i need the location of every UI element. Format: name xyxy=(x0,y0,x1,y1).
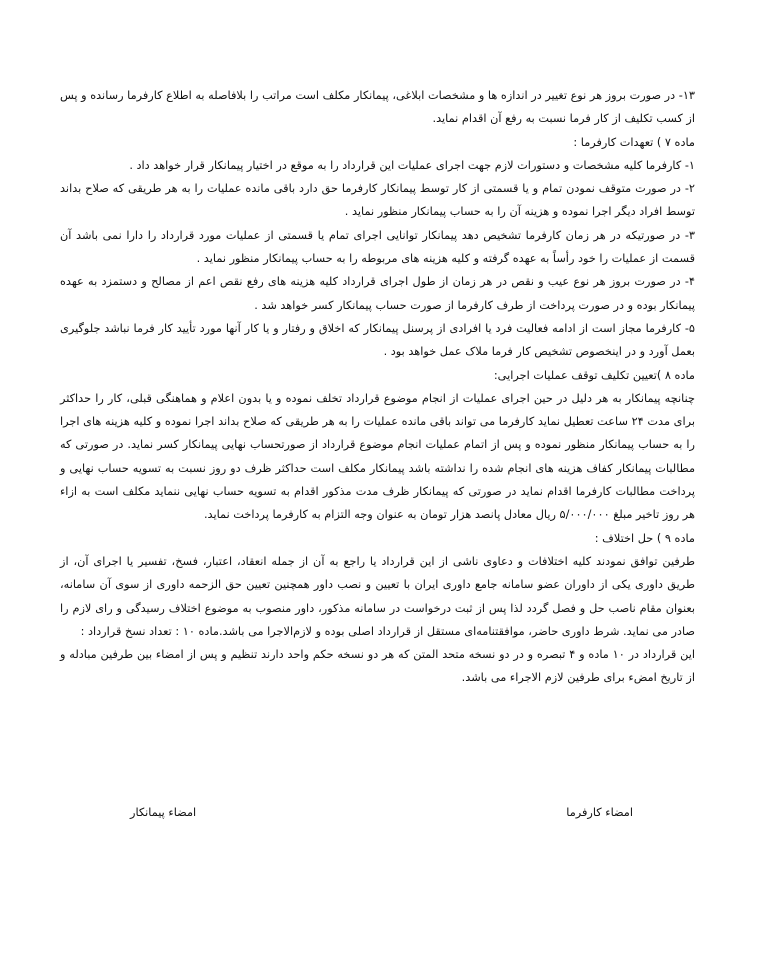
article8-body: چنانچه پیمانکار به هر دلیل در حین اجرای عملیات از انجام موضوع قرارداد تخلف نموده و یا بدون اعلام و هماهنگی قبلی، کار را حداکثر برای مدت ۲۴ ساعت تعطیل نماید کارفرما می تواند باقی مانده عملیات را به هر طریقی که صلاح بداند اجرا نموده و کلیه هزینه های اجرا را به حساب پیمانکار منظور نموده و پس از اتمام عملیات انجام موضوع قرارداد از صورتحساب نهایی پیمانکار کسر نماید. در صورتی که مطالبات پیمانکار کفاف هزینه های انجام شده را نداشته باشد پیمانکار مکلف است حداکثر ظرف دو روز نسبت به تسویه حساب نهایی و پرداخت مطالبات کارفرما اقدام نماید در صورتی که پیمانکار ظرف مدت مذکور اقدام به تسویه حساب نهایی ننماید مکلف است به ازاء هر روز تاخیر مبلغ ۵/۰۰۰/۰۰۰ ریال معادل پانصد هزار تومان به عنوان وجه التزام به کارفرما پرداخت نماید. xyxy=(60,391,696,522)
article7-item-2: ۲- در صورت متوقف نمودن تمام و یا قسمتی از کار توسط پیمانکار کارفرما حق دارد باقی مانده عملیات را به هر طریقی که صلاح بداند توسط افراد دیگر اجرا نموده و هزینه آن را به حساب پیمانکار منظور نماید . xyxy=(60,182,695,219)
article9-heading: ماده ۹ ) حل اختلاف : xyxy=(594,531,695,545)
article9-body: طرفین توافق نمودند کلیه اختلافات و دعاوی ناشی از این قرارداد یا راجع به آن از جمله انعقاد، اعتبار، فسخ، تفسیر یا اجرای آن، از طریق داوری یکی از داوران عضو سامانه جامع داوری ایران با تعیین و نصب داور همچنین تعیین حق الزحمه داوری از سوی آن سامانه، بعنوان مقام ناصب حل و فصل گردد لذا پس از ثبت درخواست در سامانه مذکور، داور منصوب به موضوع اختلاف رسیدگی و رای لازم را صادر می نماید. شرط داوری حاضر، موافقتنامه‌ای مستقل از قرارداد اصلی بوده و لازم‌الاجرا می باشد.ماده ۱۰ : تعداد نسخ قرارداد : xyxy=(60,554,695,638)
article7-item-1: ۱- کارفرما کلیه مشخصات و دستورات لازم جهت اجرای عملیات این قرارداد را به موقع در اختیار پیمانکار قرار خواهد داد . xyxy=(129,158,695,172)
article7-heading: ماده ۷ ) تعهدات کارفرما : xyxy=(573,135,695,149)
article10-body: این قرارداد در ۱۰ ماده و ۴ تبصره و در دو نسخه متحد المتن که هر دو نسخه حکم واحد دارند تنظیم و پس از امضاء بین طرفین مبادله و از تاریخ امضء برای طرفین لازم الاجراء می باشد. xyxy=(60,648,696,685)
article6-clause13: ۱۳- در صورت بروز هر نوع تغییر در اندازه ها و مشخصات ابلاغی، پیمانکار مکلف است مراتب را بلافاصله به اطلاع کارفرما رسانده و پس از کسب تکلیف از کار فرما نسبت به رفع آن اقدام نماید. xyxy=(60,89,695,126)
article7-item-5: ۵- کارفرما مجاز است از ادامه فعالیت فرد یا افرادی از پرسنل پیمانکار که اخلاق و رفتار و یا کار آنها مورد تأیید کار فرما نباشد جلوگیری بعمل آورد و در اینخصوص تشخیص کار فرما ملاک عمل خواهد بود . xyxy=(60,321,695,359)
employer-signature-label: امضاء کارفرما xyxy=(566,806,633,819)
article7-item-4: ۴- در صورت بروز هر نوع عیب و نقص در هر زمان از طول اجرای قرارداد کلیه هزینه های رفع نقص اعم از مصالح و دستمزد به عهده پیمانکار بوده و در صورت پرداخت از طرف کارفرما از صورت حساب پیمانکار کسر خواهد شد . xyxy=(60,275,695,312)
contractor-signature-label: امضاء پیمانکار xyxy=(130,806,197,819)
article7-item-3: ۳- در صورتیکه در هر زمان کارفرما تشخیص دهد پیمانکار توانایی اجرای تمام یا قسمتی از عملیات مورد قرارداد را دارا نمی باشد آن قسمت از عملیات را خود رأساً به عهده گرفته و کلیه هزینه های مربوطه را به حساب پیمانکار منظور نماید . xyxy=(60,228,695,266)
article8-heading: ماده ۸ )تعیین تکلیف توقف عملیات اجرایی: xyxy=(493,368,695,382)
